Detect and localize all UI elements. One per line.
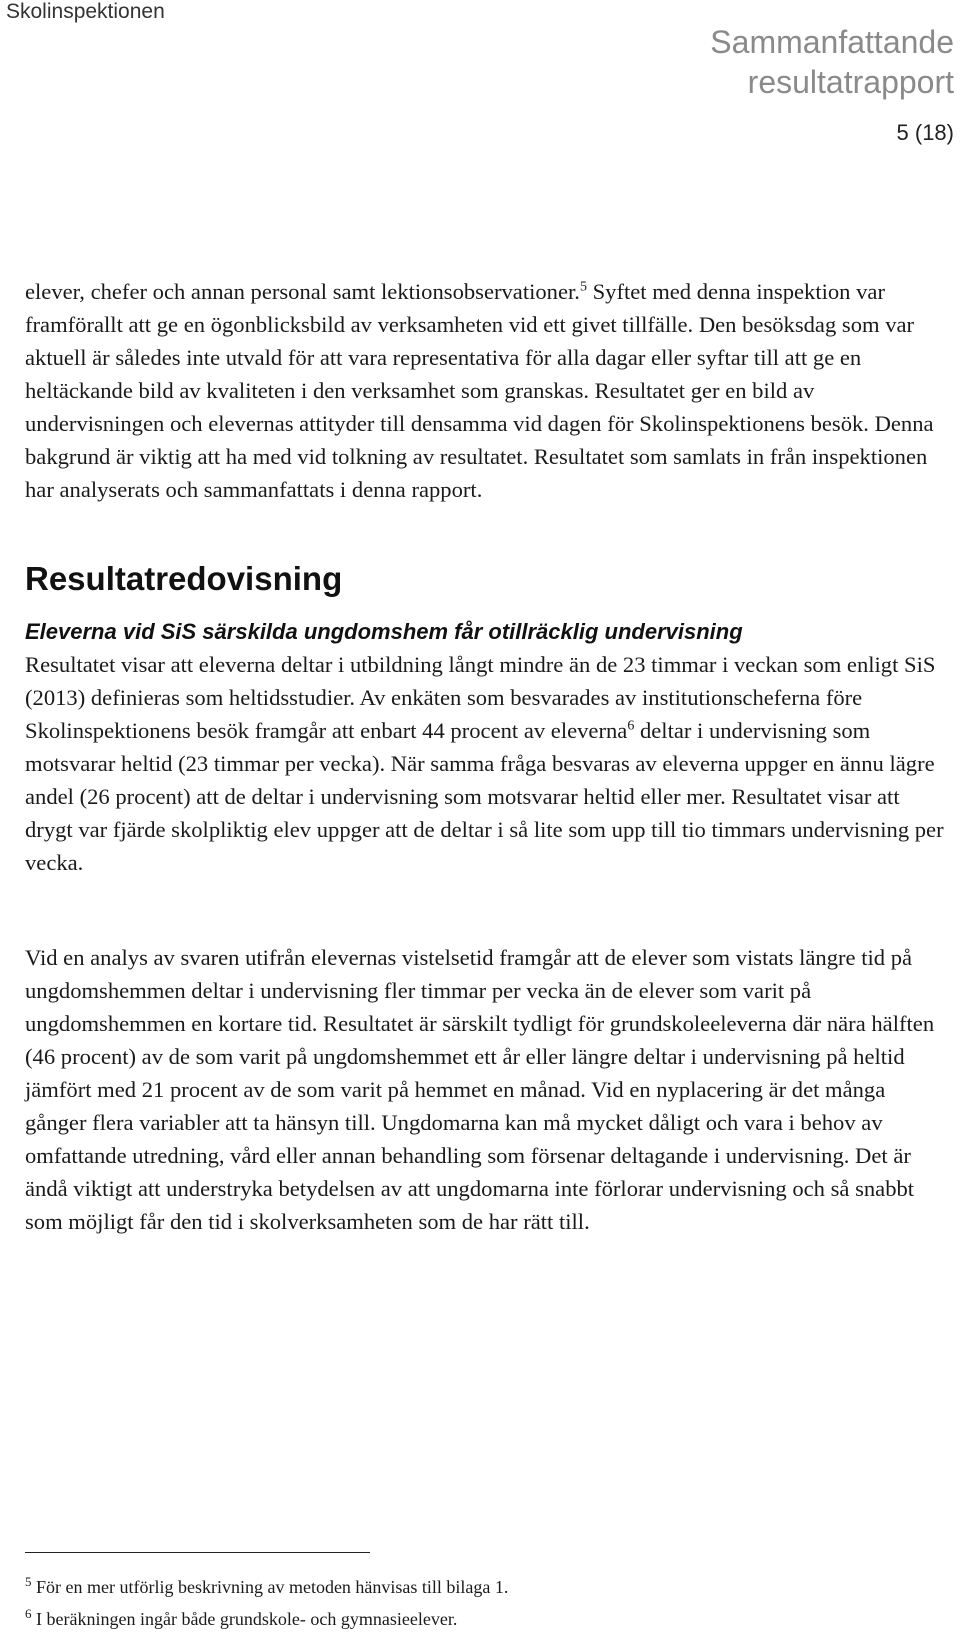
section-subtitle: Eleverna vid SiS särskilda ungdomshem får otillräcklig undervisning <box>25 619 743 644</box>
document-type <box>710 22 954 102</box>
footnote-ref-5[interactable]: 5 <box>579 279 587 295</box>
footnote-divider <box>25 1552 370 1553</box>
body-paragraph-2: Vid en analys av svaren utifrån elevernas vistelsetid framgår att de elever som vistats längre tid på ungdomshemmen deltar i undervisning fler timmar per vecka än de elever som varit på ungdomshemmen en kortare tid. Resultatet är särskilt tydligt för grundskoleeleverna där nära hälften (46 procent) av de som varit på ungdomshemmet ett år eller längre deltar i undervisning på heltid jämfört med 21 procent av de som varit på hemmet en månad. Vid en nyplacering är det många gånger flera variabler att ta hänsyn till. Ungdomarna kan må mycket dåligt och vara i behov av omfattande utredning, vård eller annan behandling som försenar deltagande i undervisning. Det är ändå viktigt att understryka betydelsen av att ungdomarna inte förlorar undervisning och så snabbt som möjligt får den tid i skolverksamheten som de har rätt till. <box>25 945 935 1234</box>
footnote-text: I beräkningen ingår både grundskole- och gymnasieelever. <box>31 1609 458 1629</box>
footnote-text: För en mer utförlig beskrivning av metoden hänvisas till bilaga 1. <box>31 1577 509 1597</box>
section-title: Resultatredovisning <box>25 560 343 597</box>
footnote-5 <box>25 1574 509 1598</box>
organization-name: Skolinspektionen <box>6 0 165 23</box>
paragraph-1-text-end: deltar i undervisning som motsvarar heltid (23 timmar per vecka). När samma fråga besvaras av eleverna uppger en ännu lägre andel (26 procent) att de deltar i undervisning som motsvarar heltid eller mer. Resultatet visar att drygt var fjärde skolpliktig elev uppger att de deltar i så lite som upp till tio timmars undervisning per vecka. <box>25 718 944 875</box>
body-paragraph-1 <box>25 648 945 879</box>
page-number: 5 (18) <box>896 120 954 145</box>
footnote-number: 5 <box>25 1574 32 1589</box>
intro-text-end: Syftet med denna inspektion var framförallt att ge en ögonblicksbild av verksamheten vid ett givet tillfälle. Den besöksdag som var aktuell är således inte utvald för att vara representativa för alla dagar eller syftar till att ge en heltäckande bild av kvaliteten i den verksamhet som granskas. Resultatet ger en bild av undervisningen och elevernas attityder till densamma vid dagen för Skolinspektionens besök. Denna bakgrund är viktig att ha med vid tolkning av resultatet. Resultatet som samlats in från inspektionen har analyserats och sammanfattats i denna rapport. <box>25 279 934 502</box>
document-type-line-2: resultatrapport <box>747 64 954 100</box>
footnote-ref-6[interactable]: 6 <box>627 718 635 734</box>
footnote-6 <box>25 1606 458 1630</box>
document-type-line-1: Sammanfattande <box>710 24 954 60</box>
intro-paragraph <box>25 275 945 506</box>
intro-text-start: elever, chefer och annan personal samt lektionsobservationer. <box>25 279 580 304</box>
footnote-number: 6 <box>25 1606 32 1621</box>
paragraph-1-text-start: Resultatet visar att eleverna deltar i utbildning långt mindre än de 23 timmar i veckan som enligt SiS (2013) definieras som heltidsstudier. Av enkäten som besvarades av institutionscheferna före Skolinspektionens besök framgår att enbart 44 procent av eleverna <box>25 652 936 743</box>
